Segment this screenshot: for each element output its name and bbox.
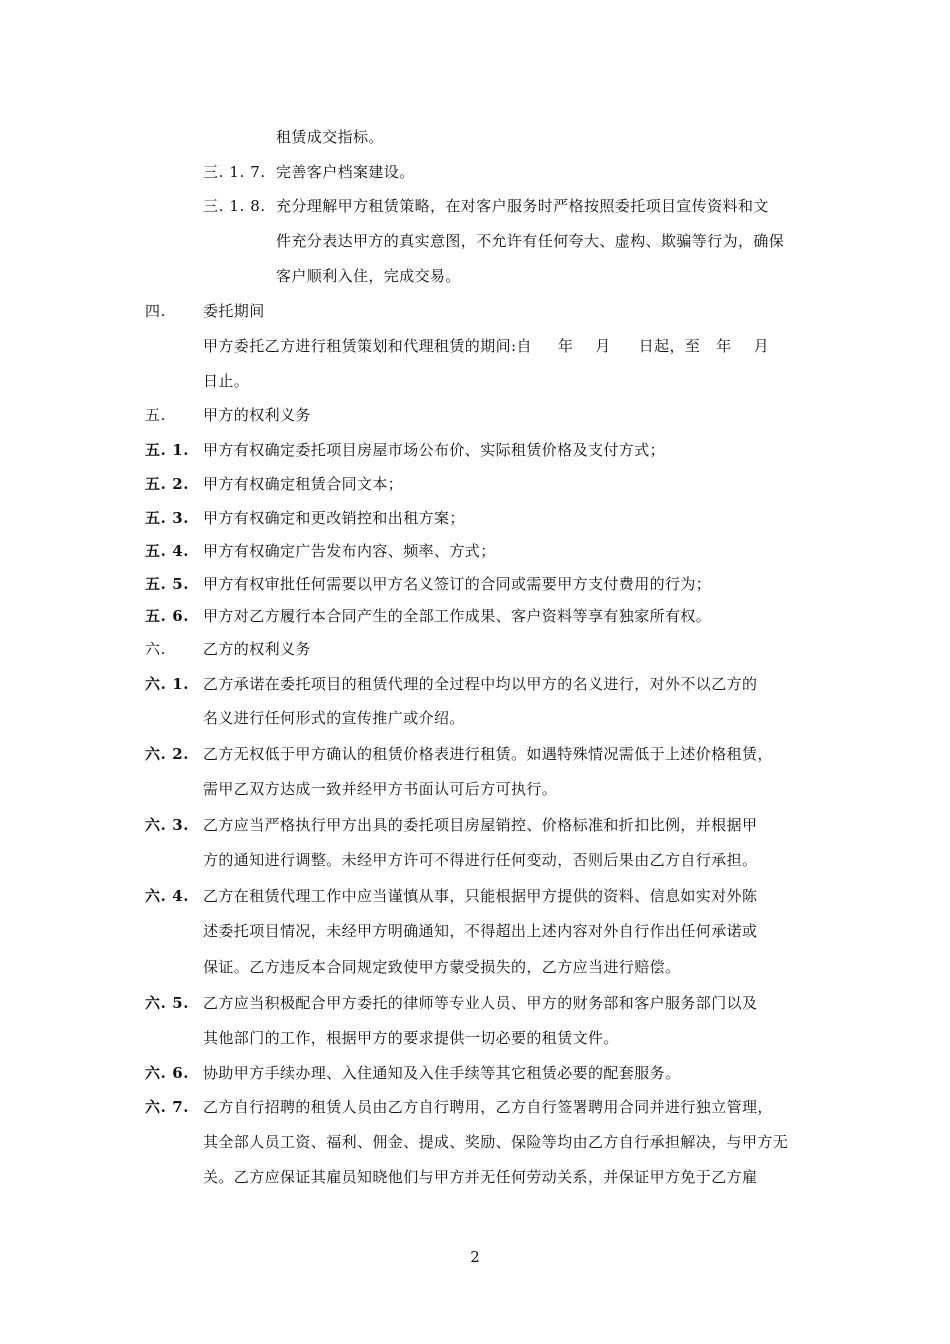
clause-3-1-7-number: 三. 1. 7. (203, 163, 266, 181)
section-5-title: 甲方的权利义务 (203, 406, 311, 424)
period-year-2: 年 (716, 337, 732, 355)
section-5-number: 五. (145, 406, 166, 424)
period-prefix: 甲方委托乙方进行租赁策划和代理租赁的期间:自 (203, 337, 532, 355)
clause-5-2-number: 五. 2. (145, 475, 190, 493)
clause-6-4-number: 六. 4. (145, 887, 190, 905)
clause-6-2-line-1: 乙方无权低于甲方确认的租赁价格表进行租赁。如遇特殊情况需低于上述价格租赁， (203, 745, 773, 763)
clause-6-4-line-2: 述委托项目情况，未经甲方明确通知，不得超出上述内容对外自行作出任何承诺或 (203, 922, 758, 940)
clause-6-7-line-3: 关。乙方应保证其雇员知晓他们与甲方并无任何劳动关系，并保证甲方免于乙方雇 (203, 1168, 758, 1186)
clause-3-1-8-line-1: 充分理解甲方租赁策略，在对客户服务时严格按照委托项目宣传资料和文 (276, 197, 769, 215)
period-year-1: 年 (557, 337, 574, 355)
clause-5-6-text: 甲方对乙方履行本合同产生的全部工作成果、客户资料等享有独家所有权。 (203, 607, 712, 625)
clause-5-1-number: 五. 1. (145, 441, 190, 459)
clause-6-7-line-2: 其全部人员工资、福利、佣金、提成、奖励、保险等均由乙方自行承担解决，与甲方无 (203, 1133, 789, 1151)
clause-6-2-number: 六. 2. (145, 745, 190, 763)
period-day-1: 日起，至 (638, 337, 701, 355)
period-month-1: 月 (595, 337, 611, 355)
clause-5-3-text: 甲方有权确定和更改销控和出租方案； (203, 509, 465, 527)
clause-6-3-number: 六. 3. (145, 816, 190, 834)
clause-6-3-line-2: 方的通知进行调整。未经甲方许可不得进行任何变动，否则后果由乙方自行承担。 (203, 851, 758, 869)
section-4-number: 四. (145, 302, 166, 320)
clause-5-3-number: 五. 3. (145, 509, 190, 527)
clause-6-2-line-2: 需甲乙双方达成一致并经甲方书面认可后方可执行。 (203, 780, 558, 798)
clause-5-5-text: 甲方有权审批任何需要以甲方名义签订的合同或需要甲方支付费用的行为； (203, 575, 712, 593)
clause-6-1-number: 六. 1. (145, 675, 190, 693)
section-6-number: 六. (145, 640, 166, 658)
clause-5-2-text: 甲方有权确定租赁合同文本； (203, 475, 404, 493)
clause-6-4-line-3: 保证。乙方违反本合同规定致使甲方蒙受损失的，乙方应当进行赔偿。 (203, 958, 681, 976)
clause-6-3-line-1: 乙方应当严格执行甲方出具的委托项目房屋销控、价格标准和折扣比例，并根据甲 (203, 816, 758, 834)
clause-6-7-line-1: 乙方自行招聘的租赁人员由乙方自行聘用，乙方自行签署聘用合同并进行独立管理， (203, 1098, 773, 1116)
clause-3-1-8-line-3: 客户顺利入住，完成交易。 (276, 267, 461, 285)
clause-5-5-number: 五. 5. (145, 575, 190, 593)
section-4-title: 委托期间 (203, 302, 265, 320)
clause-6-6-line-1: 协助甲方手续办理、入住通知及入住手续等其它租赁必要的配套服务。 (203, 1064, 681, 1082)
clause-6-4-line-1: 乙方在租赁代理工作中应当谨慎从事，只能根据甲方提供的资料、信息如实对外陈 (203, 887, 758, 905)
clause-6-7-number: 六. 7. (145, 1098, 190, 1116)
section-6-title: 乙方的权利义务 (203, 640, 311, 658)
page-number: 2 (470, 1248, 480, 1266)
carry-over-line: 租赁成交指标。 (276, 128, 384, 146)
clause-6-1-line-1: 乙方承诺在委托项目的租赁代理的全过程中均以甲方的名义进行，对外不以乙方的 (203, 675, 758, 693)
clause-6-5-line-1: 乙方应当积极配合甲方委托的律师等专业人员、甲方的财务部和客户服务部门以及 (203, 994, 758, 1012)
clause-6-5-number: 六. 5. (145, 994, 190, 1012)
clause-3-1-8-line-2: 件充分表达甲方的真实意图，不允许有任何夸大、虚构、欺骗等行为，确保 (276, 232, 785, 250)
section-4-period-end: 日止。 (203, 372, 250, 390)
section-4-period-text (203, 336, 769, 356)
clause-5-4-number: 五. 4. (145, 542, 190, 560)
clause-6-1-line-2: 名义进行任何形式的宣传推广或介绍。 (203, 709, 465, 727)
clause-5-4-text: 甲方有权确定广告发布内容、频率、方式； (203, 542, 496, 560)
clause-3-1-8-number: 三. 1. 8. (203, 197, 266, 215)
clause-3-1-7-text: 完善客户档案建设。 (276, 163, 415, 181)
clause-6-6-number: 六. 6. (145, 1064, 190, 1082)
clause-6-5-line-2: 其他部门的工作，根据甲方的要求提供一切必要的租赁文件。 (203, 1029, 619, 1047)
period-month-2: 月 (753, 337, 770, 355)
clause-5-6-number: 五. 6. (145, 607, 190, 625)
clause-5-1-text: 甲方有权确定委托项目房屋市场公布价、实际租赁价格及支付方式； (203, 441, 666, 459)
